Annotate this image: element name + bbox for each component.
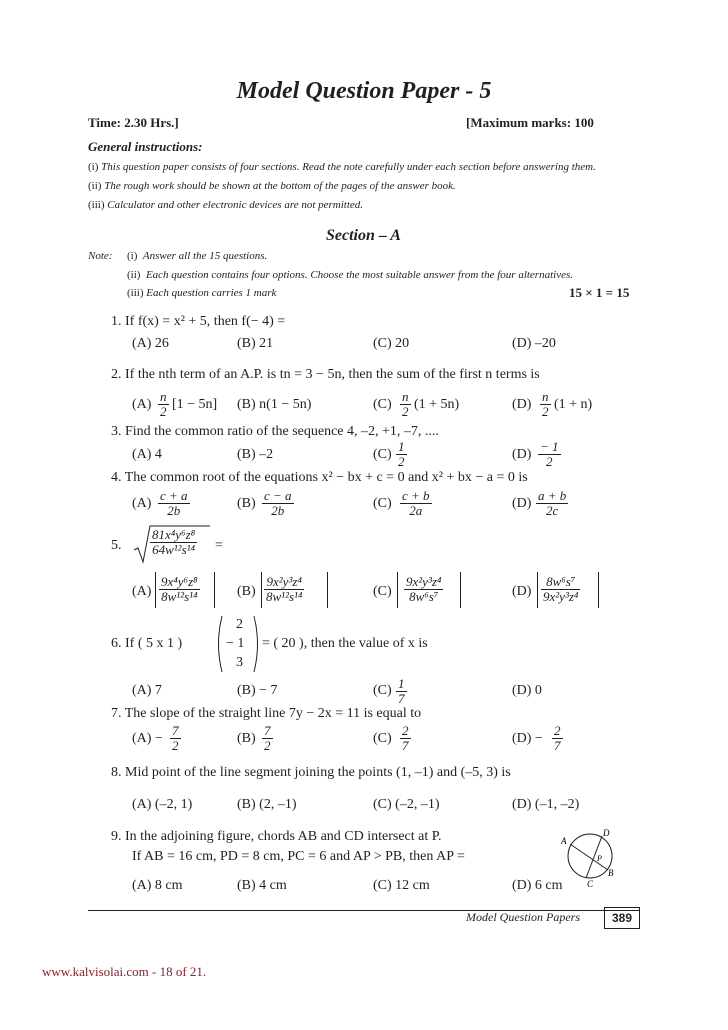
abs-bar-left — [537, 572, 538, 608]
question-3: 3. Find the common ratio of the sequence 4, –2, +1, –7, .... — [111, 424, 439, 439]
q7-option-d: (D) − — [512, 731, 543, 746]
abs-bar-right — [214, 572, 215, 608]
note-3: (iii) Each question carries 1 mark — [127, 287, 277, 299]
q2-option-d: (D) — [512, 397, 532, 412]
figure-label-p: P — [597, 854, 602, 863]
q4-option-d-fraction: $\frac{a + b}{2c}$ — [538, 488, 567, 518]
q5-option-d-fraction: $\frac{\text{8w⁶s⁷}}{\text{9x²y³z⁴}}$ — [543, 574, 579, 604]
q2-option-c-fraction: $\frac{n}{2}$ — [402, 389, 409, 419]
q5-option-d: (D) — [512, 584, 532, 599]
abs-bar-left — [397, 572, 398, 608]
q1-option-a: (A) 26 — [132, 336, 169, 351]
q3-option-c-fraction: $\frac{1}{2}$ — [398, 439, 405, 469]
q4-option-c: (C) — [373, 496, 392, 511]
q4-option-b: (B) — [237, 496, 256, 511]
general-instruction-2: (ii) The rough work should be shown at the bottom of the pages of the answer book. — [88, 180, 456, 192]
q3-option-c: (C) — [373, 447, 392, 462]
note-label: Note: — [88, 250, 113, 262]
abs-bar-left — [261, 572, 262, 608]
q5-option-c: (C) — [373, 584, 392, 599]
q4-option-c-fraction: $\frac{c + b}{2a}$ — [402, 488, 430, 518]
max-marks-label: [Maximum marks: 100 — [466, 115, 594, 130]
question-9-line-1: 9. In the adjoining figure, chords AB and CD intersect at P. — [111, 829, 442, 844]
q7-option-a: (A) − — [132, 731, 163, 746]
figure-label-c: C — [587, 879, 594, 888]
note-1: (i) Answer all the 15 questions. — [127, 250, 268, 262]
q8-option-a: (A) (–2, 1) — [132, 797, 193, 812]
circle-chords-figure — [560, 824, 620, 888]
source-link[interactable]: www.kalvisolai.com - 18 of 21. — [42, 964, 207, 979]
marks-total: 15 × 1 = 15 — [569, 285, 630, 300]
q1-option-d: (D) –20 — [512, 336, 556, 351]
q3-option-b: (B) –2 — [237, 447, 274, 462]
q9-option-c: (C) 12 cm — [373, 878, 430, 893]
question-6-prefix: 6. If ( 5 x 1 ) — [111, 636, 183, 651]
q9-option-b: (B) 4 cm — [237, 878, 287, 893]
q4-option-b-fraction: $\frac{c - a}{2b}$ — [264, 488, 292, 518]
q6-option-b: (B) − 7 — [237, 683, 278, 698]
question-8: 8. Mid point of the line segment joining the points (1, –1) and (–5, 3) is — [111, 765, 511, 780]
matrix-entry-1: 2 — [236, 617, 243, 632]
q6-option-c-fraction: $\frac{1}{7}$ — [398, 676, 405, 706]
q8-option-d: (D) (–1, –2) — [512, 797, 580, 812]
paper-title: Model Question Paper - 5 — [236, 78, 492, 104]
question-1: 1. If f(x) = x² + 5, then f(− 4) = — [111, 314, 286, 329]
q4-option-d: (D) — [512, 496, 532, 511]
q6-option-c: (C) — [373, 683, 392, 698]
question-9-line-2: If AB = 16 cm, PD = 8 cm, PC = 6 and AP > PB, then AP = — [132, 849, 465, 864]
page-number: 389 — [604, 907, 640, 929]
footer-label: Model Question Papers — [466, 910, 580, 924]
q6-option-a: (A) 7 — [132, 683, 162, 698]
q7-option-b: (B) — [237, 731, 256, 746]
general-instructions-heading: General instructions: — [88, 139, 203, 154]
section-heading: Section – A — [326, 227, 401, 244]
q8-option-b: (B) (2, –1) — [237, 797, 297, 812]
matrix-entry-3: 3 — [236, 655, 243, 670]
q2-option-c: (C) — [373, 397, 392, 412]
question-4: 4. The common root of the equations x² − bx + c = 0 and x² + bx − a = 0 is — [111, 470, 528, 485]
q5-option-c-fraction: $\frac{\text{9x²y³z⁴}}{\text{8w⁶s⁷}}$ — [406, 574, 442, 604]
q2-option-b: (B) n(1 − 5n) — [237, 397, 312, 412]
q7-option-c: (C) — [373, 731, 392, 746]
q3-option-d-fraction: $\frac{- 1}{2}$ — [540, 439, 559, 469]
q1-option-c: (C) 20 — [373, 336, 410, 351]
question-2: 2. If the nth term of an A.P. is tn = 3 − 5n, then the sum of the first n terms is — [111, 367, 540, 382]
q2-option-c-tail: (1 + 5n) — [414, 397, 460, 412]
note-2: (ii) Each question contains four options. Choose the most suitable answer from the four alternatives. — [127, 269, 573, 281]
q8-option-c: (C) (–2, –1) — [373, 797, 440, 812]
q3-option-a: (A) 4 — [132, 447, 162, 462]
question-6-suffix: = ( 20 ), then the value of x is — [262, 636, 428, 651]
q9-option-a: (A) 8 cm — [132, 878, 183, 893]
q7-option-a-fraction: $\frac{7}{2}$ — [172, 723, 179, 753]
figure-label-b: B — [608, 868, 614, 878]
q2-option-d-tail: (1 + n) — [554, 397, 593, 412]
q5-option-b-fraction: $\frac{\text{9x²y³z⁴}}{\text{8w¹²s¹⁴}}$ — [266, 574, 303, 604]
q1-option-b: (B) 21 — [237, 336, 274, 351]
q5-option-a-fraction: $\frac{\text{9x⁴y⁶z⁸}}{\text{8w¹²s¹⁴}}$ — [161, 574, 198, 604]
general-instruction-3: (iii) Calculator and other electronic devices are not permitted. — [88, 199, 364, 211]
question-7: 7. The slope of the straight line 7y − 2x = 11 is equal to — [111, 706, 422, 721]
q5-option-a: (A) — [132, 584, 152, 599]
q4-option-a-fraction: $\frac{c + a}{2b}$ — [160, 488, 188, 518]
q5-equals: = — [215, 538, 223, 553]
q3-option-d: (D) — [512, 447, 532, 462]
figure-label-d: D — [603, 828, 610, 838]
general-instruction-1: (i) This question paper consists of four sections. Read the note carefully under each section before answering them. — [88, 161, 596, 173]
abs-bar-left — [155, 572, 156, 608]
q9-option-d: (D) 6 cm — [512, 878, 563, 893]
abs-bar-right — [327, 572, 328, 608]
figure-label-a: A — [561, 836, 567, 846]
q5-radicand: $\frac{\text{81x⁴y⁶z⁸}}{\text{64w¹²s¹⁴}}$ — [152, 527, 196, 557]
q7-option-c-fraction: $\frac{2}{7}$ — [402, 723, 409, 753]
matrix-entry-2: − 1 — [226, 636, 245, 651]
question-5: 5. — [111, 538, 122, 553]
q2-option-d-fraction: $\frac{n}{2}$ — [542, 389, 549, 419]
time-label: Time: 2.30 Hrs.] — [88, 115, 179, 130]
q2-option-a-tail: [1 − 5n] — [172, 397, 218, 412]
q2-option-a-fraction: $\frac{n}{2}$ — [160, 389, 167, 419]
abs-bar-right — [460, 572, 461, 608]
q4-option-a: (A) — [132, 496, 152, 511]
abs-bar-right — [598, 572, 599, 608]
q7-option-d-fraction: $\frac{2}{7}$ — [554, 723, 561, 753]
q2-option-a: (A) — [132, 397, 152, 412]
q6-option-d: (D) 0 — [512, 683, 542, 698]
q5-option-b: (B) — [237, 584, 256, 599]
q7-option-b-fraction: $\frac{7}{2}$ — [264, 723, 271, 753]
